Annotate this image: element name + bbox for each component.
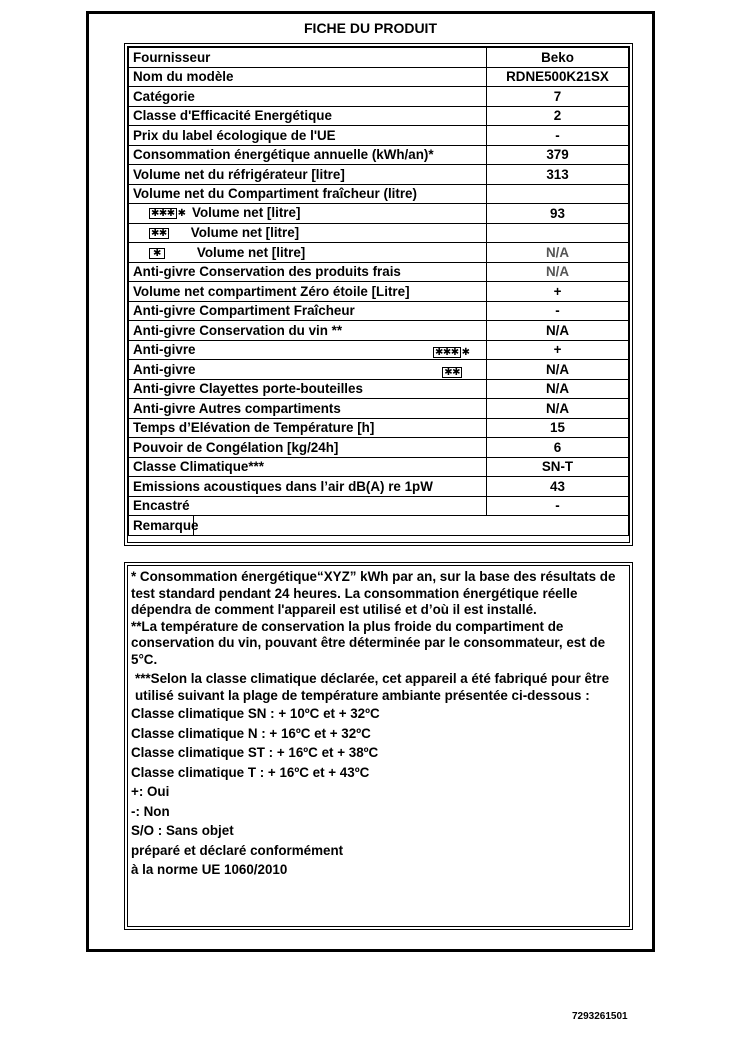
row-value: N/A [487, 360, 629, 380]
row-label: Emissions acoustiques dans l’air dB(A) re 1pW [129, 477, 487, 497]
table-row [129, 457, 629, 477]
table-row [129, 301, 629, 321]
declaration-line-1: préparé et déclaré conformément [131, 842, 344, 858]
one-star-icon: ✱ [149, 248, 165, 259]
star-tail-icon: ✱ [177, 208, 187, 220]
row-label: Catégorie [129, 87, 487, 107]
row-value: 15 [487, 418, 629, 438]
row-value: N/A [487, 399, 629, 419]
row-label: Volume net du Compartiment fraîcheur (litre) [129, 184, 487, 204]
row-label: Anti-givre [133, 361, 196, 377]
table-row [129, 204, 629, 224]
row-value: N/A [487, 379, 629, 399]
notes-inner [127, 565, 630, 927]
table-row [129, 379, 629, 399]
row-value: Beko [487, 48, 629, 68]
two-star-icon: ✱✱ [444, 366, 460, 378]
table-row [129, 477, 629, 497]
table-row [129, 87, 629, 107]
table-row [129, 399, 629, 419]
row-label-cell [129, 340, 487, 360]
footnote-climate: ***Selon la classe climatique déclarée, cet appareil a été fabriqué pour être utilisé suivant la plage de température ambiante présentée ci-dessous : [135, 671, 610, 703]
legend-yes: +: Oui [131, 784, 170, 799]
row-label: Anti-givre Compartiment Fraîcheur [129, 301, 487, 321]
row-value: + [487, 340, 629, 360]
row-label: Volume net compartiment Zéro étoile [Litre] [129, 282, 487, 302]
page-title: FICHE DU PRODUIT [304, 20, 437, 36]
table-row [129, 496, 629, 516]
table-row [129, 48, 629, 68]
climate-class-sn: Classe climatique SN : + 10ºC et + 32ºC [131, 706, 380, 721]
spec-table-box [124, 43, 633, 546]
row-label: Volume net [litre] [196, 244, 306, 260]
row-label: Anti-givre Clayettes porte-bouteilles [129, 379, 487, 399]
row-value: 7 [487, 87, 629, 107]
legend-no: -: Non [131, 803, 170, 819]
row-value: 379 [487, 145, 629, 165]
table-row [129, 165, 629, 185]
table-row [129, 106, 629, 126]
row-value: 313 [487, 165, 629, 185]
row-label: Nom du modèle [129, 67, 487, 87]
row-value [487, 223, 629, 243]
table-row [129, 184, 629, 204]
legend-na: S/O : Sans objet [131, 823, 234, 838]
footnote-energy: * Consommation énergétique“XYZ” kWh par an, sur la base des résultats de test standard pendant 24 heures. La consommation énergétique réelle dépendra de comment l'appareil est utilisé et d’où il est installé. [131, 569, 616, 617]
row-label: Remarque [133, 518, 199, 533]
table-row [129, 223, 629, 243]
row-label: Pouvoir de Congélation [kg/24h] [129, 438, 487, 458]
row-value: N/A [487, 243, 629, 263]
row-value: RDNE500K21SX [487, 67, 629, 87]
row-value: 43 [487, 477, 629, 497]
row-label: Anti-givre Conservation du vin ** [129, 321, 487, 341]
row-label: Volume net du réfrigérateur [litre] [129, 165, 487, 185]
row-label-cell [129, 360, 487, 380]
row-label: Prix du label écologique de l'UE [129, 126, 487, 146]
document-code: 7293261501 [572, 1011, 628, 1022]
row-value: N/A [487, 262, 629, 282]
row-value [487, 184, 629, 204]
climate-class-st: Classe climatique ST : + 16ºC et + 38ºC [131, 745, 379, 760]
table-row [129, 516, 629, 536]
table-row [129, 418, 629, 438]
row-label: Volume net [litre] [192, 205, 301, 221]
row-label: Classe d'Efficacité Energétique [129, 106, 487, 126]
row-label-cell [129, 204, 487, 224]
remark-cell [129, 516, 629, 536]
row-label: Anti-givre Conservation des produits frais [129, 262, 487, 282]
row-value: N/A [487, 321, 629, 341]
table-row [129, 438, 629, 458]
table-row [129, 145, 629, 165]
notes-box [124, 562, 633, 930]
row-label: Temps d’Elévation de Température [h] [129, 418, 487, 438]
table-row [129, 67, 629, 87]
row-label: Volume net [litre] [190, 225, 300, 241]
four-star-icon: ✱✱✱ ✱ [434, 347, 470, 359]
row-value: SN-T [487, 457, 629, 477]
row-label-cell [129, 243, 487, 263]
footnote-wine: **La température de conservation la plus froide du compartiment de conservation du vin, pouvant être déterminée par le consommateur, est de 5°C. [131, 618, 606, 667]
table-row [129, 126, 629, 146]
row-label: Encastré [129, 496, 487, 516]
row-label: Anti-givre [133, 342, 196, 358]
declaration-line-2: à la norme UE 1060/2010 [131, 862, 288, 877]
row-label: Anti-givre Autres compartiments [129, 399, 487, 419]
row-value: - [487, 126, 629, 146]
row-value: 93 [487, 204, 629, 224]
table-row [129, 282, 629, 302]
row-label: Consommation énergétique annuelle (kWh/an)* [129, 145, 487, 165]
row-label: Classe Climatique*** [129, 457, 487, 477]
climate-class-n: Classe climatique N : + 16ºC et + 32ºC [131, 725, 371, 741]
table-row [129, 340, 629, 360]
row-label-cell [129, 223, 487, 243]
row-value: 6 [487, 438, 629, 458]
row-value: - [487, 496, 629, 516]
remark-divider [193, 516, 194, 535]
table-row [129, 262, 629, 282]
row-value: 2 [487, 106, 629, 126]
table-row [129, 360, 629, 380]
row-value: + [487, 282, 629, 302]
table-row [129, 321, 629, 341]
product-sheet-frame [86, 11, 655, 952]
two-star-icon: ✱✱ [151, 228, 167, 240]
four-star-icon: ✱✱✱ [151, 208, 175, 220]
row-value: - [487, 301, 629, 321]
spec-table-inner [127, 46, 630, 543]
spec-table [128, 47, 629, 536]
row-label: Fournisseur [129, 48, 487, 68]
climate-class-t: Classe climatique T : + 16ºC et + 43ºC [131, 764, 370, 780]
table-row [129, 243, 629, 263]
